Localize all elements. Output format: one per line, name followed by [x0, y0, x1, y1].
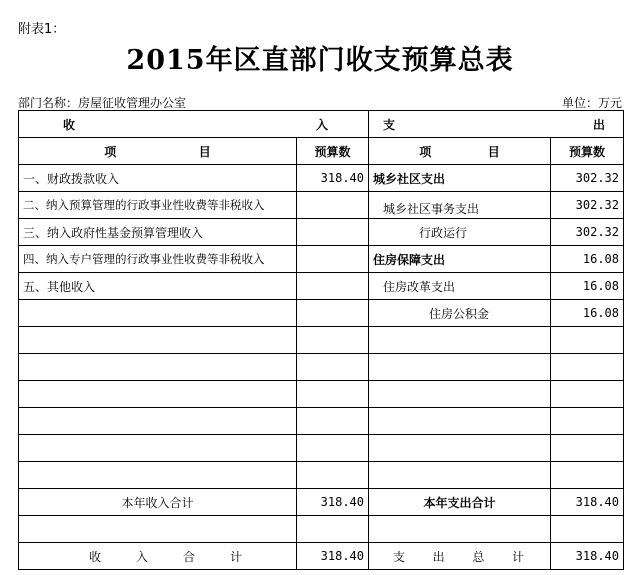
expense-value: 16.08: [551, 273, 624, 300]
income-item-header-b: 目: [198, 144, 211, 159]
expense-header-left: 支: [383, 117, 396, 132]
expense-value: 302.32: [551, 219, 624, 246]
expense-item: 住房改革支出: [369, 273, 551, 300]
grand-income-char: 计: [229, 549, 242, 564]
income-header-right: 入: [315, 117, 328, 132]
year-expense-total-value: 318.40: [551, 489, 624, 516]
page-title: 2015年区直部门收支预算总表: [126, 45, 514, 76]
expense-budget-header: 预算数: [551, 138, 624, 165]
expense-item: 城乡社区事务支出: [369, 192, 551, 219]
grand-income-total-label: [19, 543, 297, 570]
grand-income-char: 入: [135, 549, 148, 564]
income-item: 二、纳入预算管理的行政事业性收费等非税收入: [19, 192, 297, 219]
header-row-columns: [19, 138, 624, 165]
expense-item: 住房保障支出: [369, 246, 551, 273]
table-row: [19, 246, 624, 273]
income-item-header-a: 项: [104, 144, 117, 159]
income-item: 三、纳入政府性基金预算管理收入: [19, 219, 297, 246]
expense-item-header-a: 项: [419, 144, 432, 159]
budget-table: [18, 110, 624, 570]
empty-row: [19, 327, 624, 354]
income-item: 四、纳入专户管理的行政事业性收费等非税收入: [19, 246, 297, 273]
income-budget-header: 预算数: [297, 138, 369, 165]
grand-income-char: 合: [182, 549, 195, 564]
expense-value: 302.32: [551, 192, 624, 219]
table-row: [19, 273, 624, 300]
attachment-label: 附表1：: [18, 22, 66, 37]
unit-label: 单位：万元: [561, 96, 622, 110]
grand-total-row: [19, 543, 624, 570]
empty-row: [19, 462, 624, 489]
income-header-left: 收: [63, 117, 76, 132]
empty-row: [19, 516, 624, 543]
expense-item: 城乡社区支出: [369, 165, 551, 192]
header-row-sections: [19, 111, 624, 138]
empty-row: [19, 381, 624, 408]
income-section-header: [19, 111, 369, 138]
grand-expense-char: 出: [432, 549, 445, 564]
income-value: [297, 219, 369, 246]
grand-income-char: 收: [89, 549, 102, 564]
grand-expense-char: 总: [472, 549, 485, 564]
grand-expense-total-label: [369, 543, 551, 570]
year-total-row: [19, 489, 624, 516]
income-item-header: [19, 138, 297, 165]
income-value: 318.40: [297, 165, 369, 192]
expense-header-right: 出: [592, 117, 605, 132]
grand-expense-char: 计: [511, 549, 524, 564]
year-expense-total-label: 本年支出合计: [369, 489, 551, 516]
table-row: [19, 192, 624, 219]
expense-item-header-b: 目: [487, 144, 500, 159]
grand-income-total-value: 318.40: [297, 543, 369, 570]
empty-row: [19, 408, 624, 435]
empty-row: [19, 435, 624, 462]
table-row: [19, 165, 624, 192]
income-item: [19, 300, 297, 327]
department-name: 部门名称：房屋征收管理办公室: [18, 96, 187, 110]
expense-item: 行政运行: [369, 219, 551, 246]
income-value: [297, 300, 369, 327]
income-value: [297, 192, 369, 219]
empty-row: [19, 354, 624, 381]
expense-item-header: [369, 138, 551, 165]
grand-expense-total-value: 318.40: [551, 543, 624, 570]
expense-value: 16.08: [551, 300, 624, 327]
expense-value: 302.32: [551, 165, 624, 192]
income-value: [297, 273, 369, 300]
income-item: 五、其他收入: [19, 273, 297, 300]
expense-item: 住房公积金: [369, 300, 551, 327]
expense-section-header: [369, 111, 624, 138]
table-row: [19, 300, 624, 327]
income-item: 一、财政拨款收入: [19, 165, 297, 192]
income-value: [297, 246, 369, 273]
year-income-total-label: 本年收入合计: [19, 489, 297, 516]
expense-value: 16.08: [551, 246, 624, 273]
grand-expense-char: 支: [393, 549, 406, 564]
year-income-total-value: 318.40: [297, 489, 369, 516]
table-row: [19, 219, 624, 246]
